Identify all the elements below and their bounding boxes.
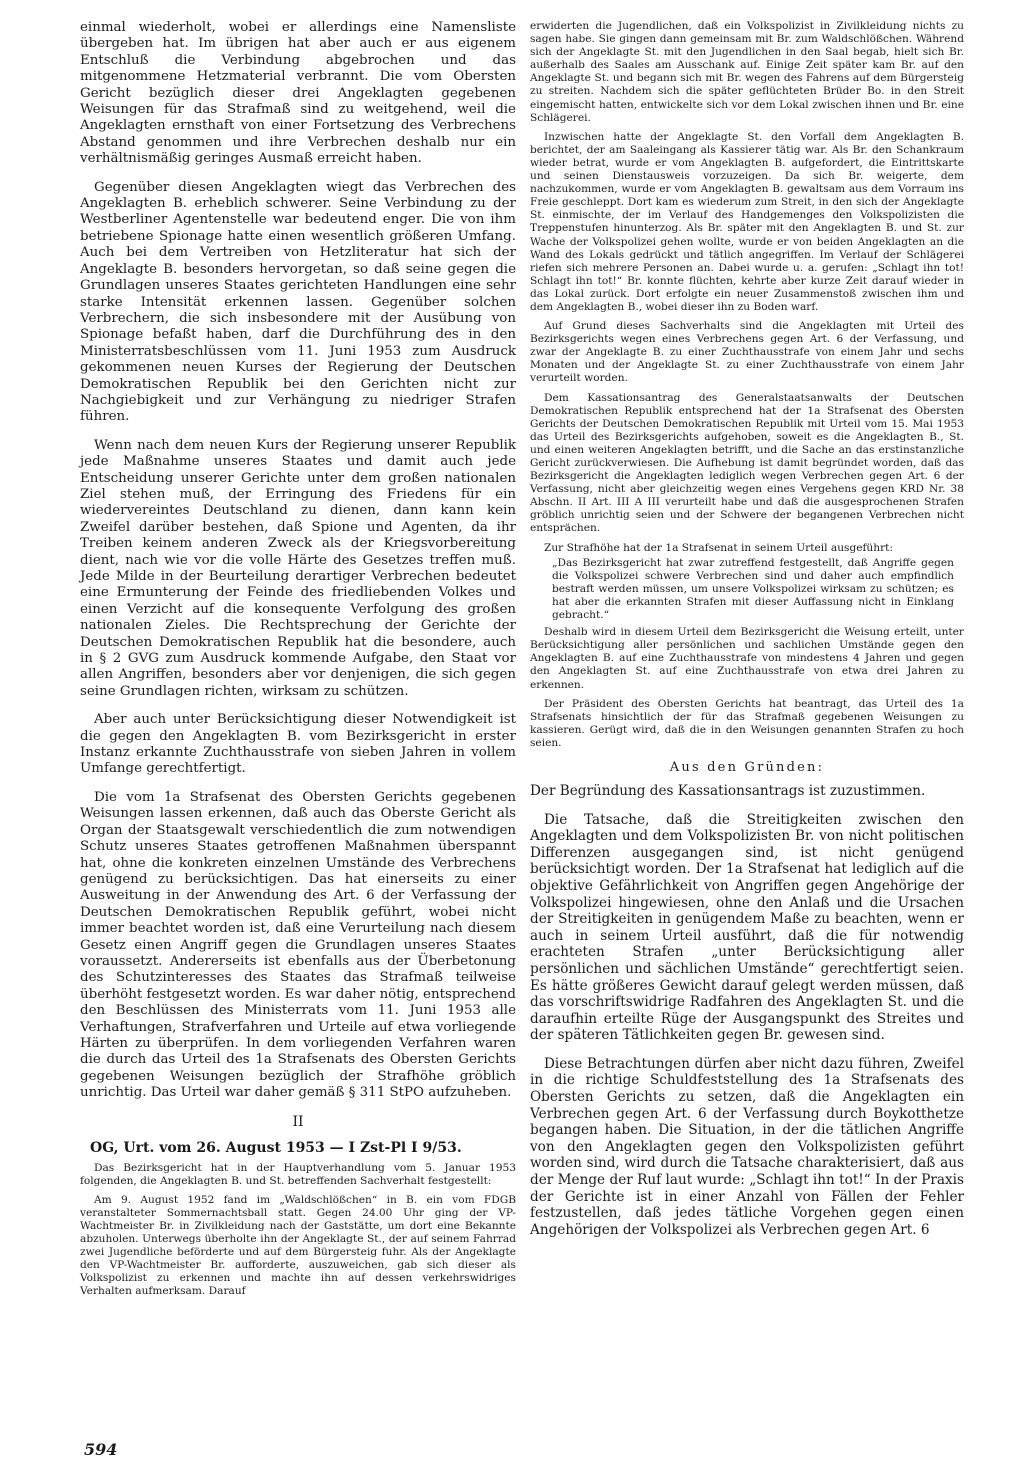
body-paragraph: Der Begründung des Kassationsantrags ist zuzustimmen. [530, 782, 926, 799]
small-paragraph: erwiderten die Jugendlichen, daß ein Volkspolizist in Zivilkleidung nichts zu sagen habe. Sie gingen dann gemeinsam mit Br. zum Waldschlößchen. Während sich der Angeklagte St. mit den Jugendlichen in den Saal begab, hielt sich Br. außerhalb des Saales am Ausschank auf. Einige Zeit später kam Br. auf den Angeklagte St. und begann sich mit Br. wegen des Fahrens auf dem Bürgersteig zu streiten. Nachdem sich die später geflüchteten Brüder Bo. in den Streit eingemischt hatten, entwickelte sich vor dem Lokal zwischen ihnen und Br. eine Schlägerei. [530, 20, 964, 124]
body-paragraph: Die vom 1a Strafsenat des Obersten Gerichts gegebenen Weisungen lassen erkennen, daß auch das Oberste Gericht als Organ der Staatsgewalt verschiedentlich die zum notwendigen Schutz unseres Staates getroffenen Maßnahmen überspannt hat, ohne die konkreten einzelnen Umstände des Verbrechens genügend zu berücksichtigen. Das hat einerseits zu einer Ausweitung in der Anwendung des Art. 6 der Verfassung der Deutschen Demokratischen Republik geführt, wobei nicht immer beachtet worden ist, daß eine Verurteilung nach diesem Gesetz einen Angriff gegen die Grundlagen unseres Staates voraussetzt. Andererseits ist ebenfalls aus der Überbetonung des Schutzinteresses des Staates das Strafmaß teilweise überhöht festgesetzt worden. Es war daher nötig, entsprechend den Beschlüssen des Ministerrats vom 11. Juni 1953 alle Verhaftungen, Strafverfahren und Urteile auf etwa vorliegende Härten zu überprüfen. In dem vorliegenden Verfahren waren die durch das Urteil des 1a Strafsenats des Obersten Gerichts gegebenen Weisungen bezüglich der Strafhöhe gröblich unrichtig. Das Urteil war daher gemäß § 311 StPO aufzuheben. [80, 789, 516, 1101]
body-paragraph: Wenn nach dem neuen Kurs der Regierung unserer Republik jede Maßnahme unseres Staates und damit auch jede Entscheidung unserer Gerichte unter dem großen nationalen Ziel stehen muß, der Erringung des Friedens für ein wiedervereintes Deutschland zu dienen, dann kann kein Zweifel darüber bestehen, daß Spione und Agenten, da ihr Treiben keinem anderen Zweck als der Kriegsvorbereitung dient, nach wie vor die volle Härte des Gesetzes treffen muß. Jede Milde in der Beurteilung derartiger Verbrechen bedeutet eine Ermunterung der Feinde des friedliebenden Volkes und einen Verzicht auf die konsequente Verfolgung des großen nationalen Zieles. Die Rechtsprechung der Gerichte der Deutschen Demokratischen Republik hat die besondere, auch in § 2 GVG zum Ausdruck kommende Aufgabe, den Staat vor allen Angriffen, besonders aber vor denjenigen, die sich gegen seine Grundlagen richten, wirksam zu schützen. [80, 437, 516, 699]
body-paragraph: Die Tatsache, daß die Streitigkeiten zwischen den Angeklagten und dem Volkspolizisten Br. von nicht politischen Differenzen ausgegangen sind, ist nicht genügend berücksichtigt worden. Der 1a Strafsenat hat lediglich auf die objektive Gefährlichkeit von Angriffen gegen Angehörige der Volkspolizei hingewiesen, ohne den Anlaß und die Ursachen der Streitigkeiten in genügendem Maße zu beachten, wenn er auch in seinem Urteil ausführt, daß die für notwendig erachteten Strafen „unter Berücksichtigung aller persönlichen und sächlichen Umstände“ gerechtfertigt seien. Es hätte größeres Gewicht darauf gelegt werden müssen, daß das vorschriftswidrige Radfahren des Angeklagten St. und die daraufhin erteilte Rüge der Ausgangspunkt des Streites und der späteren Tätlichkeiten gegen Br. gewesen sind. [530, 811, 964, 1044]
case-heading: OG, Urt. vom 26. August 1953 — I Zst-Pl I 9/53. [90, 1139, 462, 1156]
body-paragraph: Diese Betrachtungen dürfen aber nicht dazu führen, Zweifel in die richtige Schuldfeststellung des 1a Strafsenats des Obersten Gerichts zu setzen, daß die Angeklagten ein Verbrechen gegen Art. 6 der Verfassung durch Boykotthetze begangen haben. Die Situation, in der die tätlichen Angriffe von den Angeklagten gegen den Volkspolizisten geführt worden sind, wird durch die Tatsache charakterisiert, daß aus der Menge der Ruf laut wurde: „Schlagt ihn tot!“ In der Praxis der Gerichte ist in einer Anzahl von Fällen der Fehler festzustellen, daß jedes tätliche Vorgehen gegen einen Angehörigen der Volkspolizei als Verbrechen gegen Art. 6 [530, 1055, 964, 1238]
small-paragraph: Dem Kassationsantrag des Generalstaatsanwalts der Deutschen Demokratischen Republik entsprechend hat der 1a Strafsenat des Obersten Gerichts der Deutschen Demokratischen Republik mit Urteil vom 15. Mai 1953 das Urteil des Bezirksgerichts aufgehoben, soweit es die Angeklagten B., St. und einen weiteren Angeklagten betrifft, und die Sache an das erstinstanzliche Gericht zurückverwiesen. Die Aufhebung ist damit begründet worden, daß das Bezirksgericht die Angeklagten lediglich wegen Verbrechen gegen Art. 6 der Verfassung, nicht aber gleichzeitig wegen eines Vergehens gegen KRD Nr. 38 Abschn. II Art. III A III verurteilt habe und daß die ausgesprochenen Strafen gröblich unrichtig seien und der Schwere der begangenen Verbrechen nicht entsprächen. [530, 391, 964, 535]
left-column [80, 20, 516, 1299]
right-column [530, 20, 964, 1238]
small-paragraph: Deshalb wird in diesem Urteil dem Bezirksgericht die Weisung erteilt, unter Berücksichtigung aller persönlichen und sachlichen Umstände gegen den Angeklagten B. auf eine Zuchthausstrafe von mindestens 4 Jahren und gegen den Angeklagten St. auf eine Zuchthausstrafe von etwa drei Jahren zu erkennen. [530, 626, 964, 691]
body-paragraph: einmal wiederholt, wobei er allerdings eine Namensliste übergeben hat. Im übrigen hat aber auch er aus eigenem Entschluß die Verbindung abgebrochen und das mitgenommene Hetzmaterial verbrannt. Die vom Obersten Gericht bezüglich dieser drei Angeklagten gegebenen Weisungen für das Strafmaß sind zu weitgehend, weil die Angeklagten ernsthaft von einer Fortsetzung des Verbrechens Abstand genommen und ihre Verbrechen deshalb nur ein verhältnismäßig geringes Ausmaß erreicht haben. [80, 20, 516, 167]
body-paragraph: Gegenüber diesen Angeklagten wiegt das Verbrechen des Angeklagten B. erheblich schwerer. Seine Verbindung zu der Westberliner Agentenstelle war bedeutend enger. Die von ihm betriebene Spionage hatte einen wesentlich größeren Umfang. Auch bei dem Vertreiben von Hetzliteratur hat sich der Angeklagte B. besonders hervorgetan, so daß seine gegen die Grundlagen unseres Staates gerichteten Handlungen eine sehr starke Intensität erkennen lassen. Gegenüber solchen Verbrechern, die sich insbesondere mit der Ausübung von Spionage befaßt haben, darf die Durchführung des in den Ministerratsbeschlüssen vom 11. Juni 1953 zum Ausdruck gekommenen neuen Kurses der Regierung der Deutschen Demokratischen Republik bei den Gerichten nicht zur Nachgiebigkeit und zur Verhängung zu niedriger Strafen führen. [80, 179, 516, 425]
small-paragraph: Zur Strafhöhe hat der 1a Strafsenat in seinem Urteil ausgeführt: [544, 541, 893, 554]
section-number: II [292, 1113, 304, 1130]
block-quote: „Das Bezirksgericht hat zwar zutreffend festgestellt, daß Angriffe gegen die Volkspolizei schwere Verbrechen sind und daher auch empfindlich bestraft werden müssen, um unsere Volkspolizei wirksam zu schützen; es hat aber die erkannten Strafen mit dieser Auffassung nicht in Einklang gebracht.“ [552, 556, 954, 622]
page-number: 594 [84, 1440, 118, 1459]
small-paragraph: Auf Grund dieses Sachverhalts sind die Angeklagten mit Urteil des Bezirksgerichts wegen eines Verbrechens gegen Art. 6 der Verfassung, und zwar der Angeklagte B. zu einer Zuchthausstrafe von einem Jahr und sechs Monaten und der Angeklagte St. zu einer Zuchthausstrafe von einem Jahr verurteilt worden. [530, 320, 964, 385]
small-paragraph: Inzwischen hatte der Angeklagte St. den Vorfall dem Angeklagten B. berichtet, der am Saaleingang als Kassierer tätig war. Als Br. den Schankraum wieder betrat, wurde er vom Angeklagten B. aufgefordert, die Eintrittskarte und seinen Dienstausweis vorzuzeigen. Da sich Br. weigerte, dem nachzukommen, wurde er vom Angeklagten B. gewaltsam aus dem Vorraum ins Freie geschleppt. Dort kam es wiederum zum Streit, in den sich der Angeklagte St. einmischte, der im Verlauf des Handgemenges den Volkspolizisten die Treppenstufen hinunterzog. Als Br. später mit den Angeklagten B. und St. zur Wache der Volkspolizei gehen wollte, wurde er von beiden Angeklagten an die Wand des Lokals gedrückt und tätlich angegriffen. Im Verlauf der Schlägerei riefen sich mehrere Personen an. Dabei wurde u. a. gerufen: „Schlagt ihn tot! Schlagt ihn tot!“ Br. konnte flüchten, kehrte aber kurze Zeit darauf wieder in das Lokal zurück. Dort erfolgte ein neuer Zusammenstoß zwischen ihm und dem Angeklagten B., wobei dieser ihn zu Boden warf. [530, 130, 964, 313]
reasons-heading: Aus den Gründen: [669, 759, 825, 775]
body-paragraph: Aber auch unter Berücksichtigung dieser Notwendigkeit ist die gegen den Angeklagten B. vom Bezirksgericht in erster Instanz erkannte Zuchthausstrafe von sieben Jahren in vollem Umfange gerechtfertigt. [80, 712, 516, 777]
small-paragraph: Das Bezirksgericht hat in der Hauptverhandlung vom 5. Januar 1953 folgenden, die Angeklagten B. und St. betreffenden Sachverhalt festgestellt: [80, 1161, 516, 1187]
small-paragraph: Der Präsident des Obersten Gerichts hat beantragt, das Urteil des 1a Strafsenats hinsichtlich der für das Strafmaß gegebenen Weisungen zu kassieren. Gerügt wird, daß die in den Weisungen genannten Strafen zu hoch seien. [530, 697, 964, 749]
small-paragraph: Am 9. August 1952 fand im „Waldschlößchen“ in B. ein vom FDGB veranstalteter Sommernachtsball statt. Gegen 24.00 Uhr ging der VP-Wachtmeister Br. in Zivilkleidung nach der Gaststätte, um dort eine Bekannte abzuholen. Unterwegs überholte ihn der Angeklagte St., der auf seinem Fahrrad zwei Jugendliche beförderte und auf dem Bürgersteig fuhr. Als der Angeklagte den VP-Wachtmeister Br. aufforderte, auszuweichen, gab sich dieser als Volkspolizist zu erkennen und machte ihn auf dessen verkehrswidriges Verhalten aufmerksam. Darauf [80, 1193, 516, 1298]
